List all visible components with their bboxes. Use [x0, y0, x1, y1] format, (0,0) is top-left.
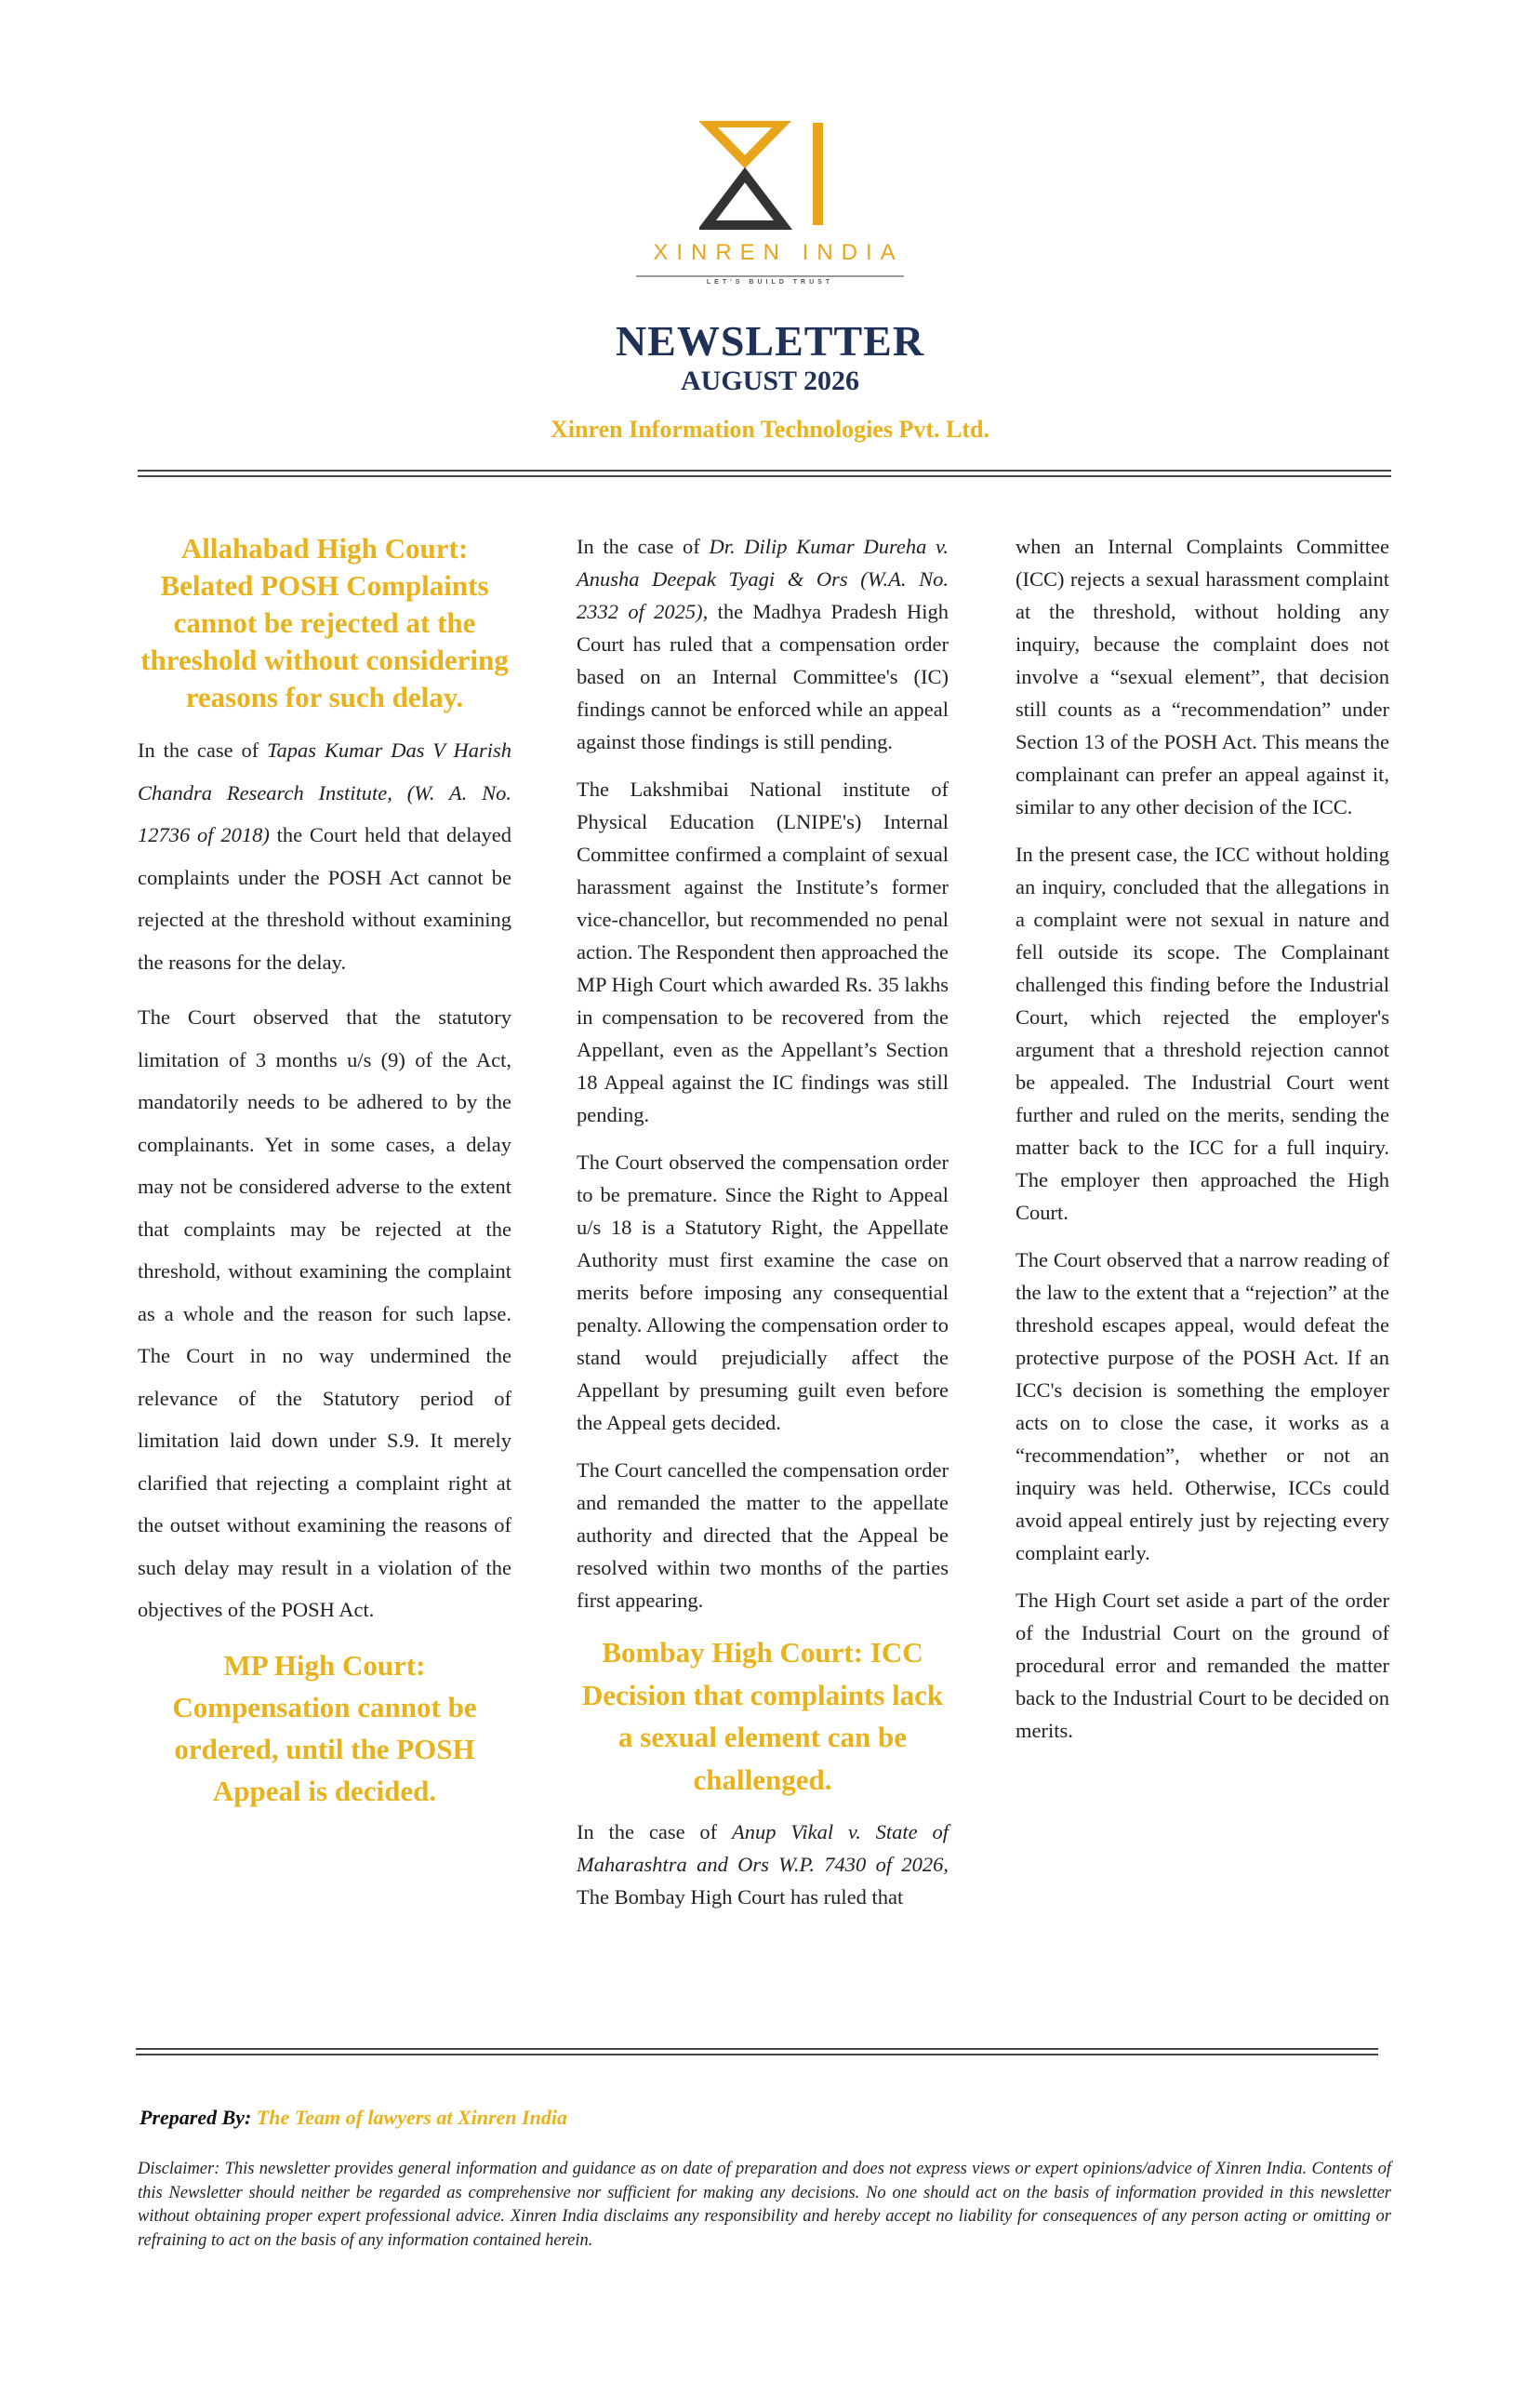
- company-name: Xinren Information Technologies Pvt. Ltd.: [551, 416, 989, 443]
- case-citation: Dr. Dilip Kumar Dureha v. Anusha Deepak Tyagi & Ors (W.A. No. 2332 of 2025),: [577, 535, 949, 623]
- disclaimer: Disclaimer: This newsletter provides general information and guidance as on date of preparation and does not express views or expert opinions/advice of Xinren India. Contents of this Newsletter should neither be regarded as comprehensive nor sufficient for making any decisions. No one should act on the basis of information provided in this newsletter without obtaining proper expert professional advice. Xinren India disclaims any responsibility and hereby accept no liability for consequences of any person acting or omitting or refraining to act on the basis of any information contained herein.: [138, 2160, 1391, 2250]
- allahabad-paragraph-2: The Court observed that the statutory limitation of 3 months u/s (9) of the Act, mandatorily needs to be adhered to by the complainants. Yet in some cases, a delay may not be considered adverse to the extent that complaints may be rejected at the threshold, without examining the complaint as a whole and the reason for such lapse. The Court in no way undermined the relevance of the Statutory period of limitation laid down under S.9. It merely clarified that rejecting a complaint right at the outset without examining the reasons of such delay may result in a violation of the objectives of the POSH Act.: [138, 1005, 511, 1621]
- text-run: In the case of: [138, 738, 268, 762]
- footer-divider-second: [136, 2054, 1378, 2055]
- newsletter-title: NEWSLETTER: [615, 317, 925, 365]
- case-citation: Tapas Kumar Das V Harish Chandra Research Institute, (W. A. No. 12736 of 2018): [138, 738, 511, 846]
- brand-name: XINREN INDIA: [653, 240, 904, 265]
- case-citation: Anup Vikal v. State of Maharashtra and Ors W.P. 7430 of 2026,: [577, 1820, 949, 1876]
- mp-paragraph-4: The Court cancelled the compensation order and remanded the matter to the appellate authority and directed that the Appeal be resolved within two months of the parties first appearing.: [577, 1458, 949, 1612]
- column-right: [1016, 530, 1389, 1762]
- xinren-logo-icon: [699, 121, 841, 231]
- text-run: the Court held that delayed complaints under the POSH Act cannot be rejected at the threshold without examining the reasons for the delay.: [138, 823, 511, 974]
- mp-paragraph-1: [577, 530, 949, 758]
- text-run: The Bombay High Court has ruled that: [577, 1885, 904, 1909]
- mp-paragraph-3: The Court observed the compensation order to be premature. Since the Right to Appeal u/s 18 is a Statutory Right, the Appellate Authority must first examine the case on merits before imposing any consequential penalty. Allowing the compensation order to stand would prejudicially affect the Appellant by presuming guilt even before the Appeal gets decided.: [577, 1151, 949, 1434]
- bombay-paragraph-1-cont: when an Internal Complaints Committee (ICC) rejects a sexual harassment complaint at the threshold, without holding any inquiry, because the complaint does not involve a “sexual element”, that decision still counts as a “recommendation” under Section 13 of the POSH Act. This means the complainant can prefer an appeal against it, similar to any other decision of the ICC.: [1016, 535, 1389, 818]
- bombay-paragraph-2: In the present case, the ICC without holding an inquiry, concluded that the allegations in a complaint were not sexual in nature and fell outside its scope. The Complainant challenged this finding before the Industrial Court, which rejected the employer's argument that a threshold rejection cannot be appealed. The Industrial Court went further and ruled on the merits, sending the matter back to the ICC for a full inquiry. The employer then approached the High Court.: [1016, 843, 1389, 1224]
- bombay-paragraph-4: The High Court set aside a part of the order of the Industrial Court on the ground of procedural error and remanded the matter back to the Industrial Court to be decided on merits.: [1016, 1589, 1389, 1742]
- bombay-paragraph-3: The Court observed that a narrow reading of the law to the extent that a “rejection” at the threshold escapes appeal, would defeat the protective purpose of the POSH Act. If an ICC's decision is something the employer acts on to close the case, it works as a “recommendation”, whether or not an inquiry was held. Otherwise, ICCs could avoid appeal entirely just by rejecting every complaint early.: [1016, 1248, 1389, 1564]
- article-heading-bombay: Bombay High Court: ICC Decision that complaints lack a sexual element can be challenged.: [581, 1636, 944, 1796]
- article-heading-allahabad: Allahabad High Court: Belated POSH Complaints cannot be rejected at the threshold without considering reasons for such delay.: [140, 532, 509, 713]
- allahabad-paragraph-1: [138, 729, 511, 983]
- text-run: In the case of: [577, 535, 710, 558]
- brand-divider: [636, 275, 904, 277]
- prepared-team: The Team of lawyers at Xinren India: [256, 2106, 567, 2129]
- brand-tagline: LET'S BUILD TRUST: [706, 279, 834, 286]
- header-divider: [138, 470, 1391, 472]
- footer-divider: [136, 2048, 1378, 2050]
- bombay-paragraph-1-start: [577, 1816, 949, 1913]
- article-heading-mp: MP High Court: Compensation cannot be ordered, until the POSH Appeal is decided.: [172, 1648, 477, 1807]
- newsletter-date: AUGUST 2026: [681, 366, 859, 396]
- prepared-by: [139, 2106, 567, 2130]
- prepared-label: Prepared By:: [139, 2106, 257, 2129]
- column-left: [138, 530, 511, 1825]
- mp-paragraph-2: The Lakshmibai National institute of Physical Education (LNIPE's) Internal Committee confirmed a complaint of sexual harassment against the Institute’s former vice-chancellor, but recommended no penal action. The Respondent then approached the MP High Court which awarded Rs. 35 lakhs in compensation to be recovered from the Appellant, even as the Appellant’s Section 18 Appeal against the IC findings was still pending.: [577, 778, 949, 1126]
- header-divider-second: [138, 475, 1391, 477]
- column-middle: [577, 530, 949, 1928]
- text-run: In the case of: [577, 1820, 732, 1843]
- text-run: the Madhya Pradesh High Court has ruled that a compensation order based on an Internal Committee's (IC) findings cannot be enforced while an appeal against those findings is still pending.: [577, 600, 949, 753]
